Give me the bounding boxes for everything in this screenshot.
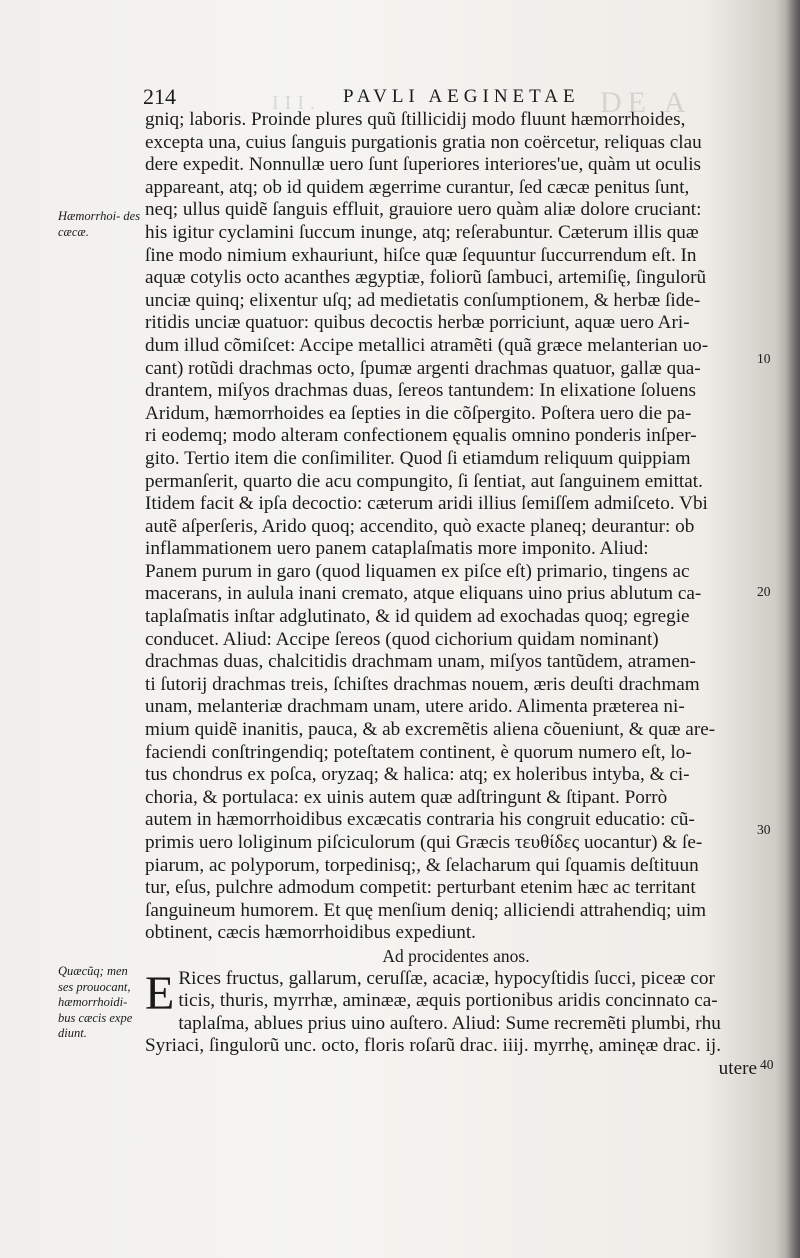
text-line: his igitur cyclamini ſuccum inunge, atq; reſerabuntur. Cæterum illis quæ: [145, 221, 699, 243]
text-line: permanſerit, quarto die acu compungito, ſi ſentiat, aut ſanguinem emittat.: [145, 470, 703, 492]
text-line: excepta una, cuius ſanguis purgationis gratia non coërcetur, reliquas clau: [145, 131, 702, 153]
bleed-through-text: III.: [272, 92, 321, 114]
text-line: dum illud cõmiſcet: Accipe metallici atramẽti (quã græce melanterian uo-: [145, 334, 709, 356]
section-heading: Ad procidentes anos.: [382, 945, 530, 966]
text-line: ſanguineum humorem. Et quę menſium deniq; alliciendi attrahendiq; uim: [145, 899, 707, 921]
text-line: choria, & portulaca: ex uinis autem quæ adſtringunt & ſtipant. Porrò: [145, 786, 668, 808]
line-number: 20: [757, 584, 771, 599]
text-line: drantem, miſyos drachmas duas, ſereos tantundem: In elixatione ſoluens: [145, 380, 696, 402]
page-gutter-shadow: [786, 0, 800, 1258]
drop-cap-initial: E: [145, 966, 175, 1020]
text-line: obtinent, cæcis hæmorrhoidibus expediunt.: [145, 922, 476, 944]
bleed-through-text: DE A: [600, 86, 692, 119]
text-line: unciæ quinq; elixentur uſq; ad medietatis conſumptionem, & herbæ ſide-: [145, 289, 701, 311]
catchword: utere: [718, 1057, 757, 1079]
text-line: ri eodemq; modo alteram confectionem ęqualis omnino ponderis inſper-: [145, 425, 697, 447]
text-line: ti ſutorij drachmas treis, ſchiſtes drachmas nouem, æris deuſti drachmam: [145, 673, 700, 695]
text-line: taplaſma, ablues prius uino auſtero. Aliud: Sume recremẽti plumbi, rhu: [178, 1012, 721, 1034]
text-line: cant) rotũdi drachmas octo, ſpumæ argenti drachmas quatuor, gallæ qua-: [145, 357, 701, 379]
text-line: ſine modo nimium exhauriunt, hiſce quæ ſequuntur ſuccurrendum eſt. In: [145, 244, 697, 266]
text-line: dere expedit. Nonnullæ uero ſunt ſuperiores interiores'ue, quàm ut oculis: [145, 154, 702, 176]
text-line: Panem purum in garo (quod liquamen ex piſce eſt) primario, tingens ac: [145, 560, 690, 582]
text-line: gito. Tertio item die conſimiliter. Quod ſi etiamdum reliquum quippiam: [145, 447, 691, 469]
running-title: PAVLI AEGINETAE: [343, 86, 580, 107]
line-number: 10: [757, 351, 771, 366]
text-line: piarum, ac polyporum, torpedinisq;, & ſelacharum qui ſquamis deſtituun: [145, 854, 699, 876]
text-line: neq; ullus quidẽ ſanguis effluit, grauiore uero quàm aliæ dolore cruciant:: [145, 199, 702, 221]
text-line: macerans, in aulula inani cremato, atque eliquans uino prius ablutum ca-: [145, 583, 702, 605]
text-line: autẽ aſperſeris, Arido quoq; accendito, quò exacte planeq; deurantur: ob: [145, 515, 695, 537]
line-number: 40: [760, 1057, 774, 1072]
text-line: conducet. Aliud: Accipe ſereos (quod cichorium quidam nominant): [145, 628, 659, 650]
text-line: tus chondrus ex poſca, oryzaq; & halica: atq; ex holeribus intyba, & ci-: [145, 764, 690, 786]
text-line: appareant, atq; ob id quidem ægerrime curantur, ſed cæcæ penitus ſunt,: [145, 176, 690, 198]
text-line: faciendi conſtringendiq; poteſtatem continent, è quorum numero eſt, lo-: [145, 741, 692, 763]
text-line: drachmas duas, chalcitidis drachmam unam, miſyos tantũdem, atramen-: [145, 651, 696, 673]
page-number: 214: [143, 84, 176, 109]
text-line: Aridum, hæmorrhoides ea ſepties in die cõſpergito. Poſtera uero die pa-: [145, 402, 692, 424]
text-line: unam, melanteriæ drachmam unam, utere arido. Alimenta præterea ni-: [145, 696, 685, 718]
text-line: primis uero loliginum piſciculorum (qui Græcis τευθίδες uocantur) & ſe-: [145, 832, 703, 853]
line-number: 30: [757, 822, 771, 837]
margin-note: Quæcũq; men ses prouocant, hæmorrhoidi- bus cæcis expe diunt.: [58, 964, 133, 1040]
main-text-block: [145, 109, 757, 1081]
text-line: aquæ cotylis octo acanthes ægyptiæ, foliorũ ſambuci, artemiſię, ſingulorũ: [145, 267, 707, 289]
text-line: taplaſmatis inſtar adglutinato, & id quidem ad exochadas quoq; egregie: [145, 606, 690, 628]
text-line: inflammationem uero panem cataplaſmatis more imponito. Aliud:: [145, 538, 649, 560]
margin-note: Hæmorrhoi- des cæcæ.: [58, 209, 141, 239]
text-line: mium quidẽ inanitis, pauca, & ab excremẽtis aliena cõueniunt, & quæ are-: [145, 719, 716, 741]
text-line: ticis, thuris, myrrhæ, aminææ, æquis portionibus aridis concinnato ca-: [178, 990, 718, 1012]
text-line: tur, eſus, pulchre admodum competit: perturbant etenim hæc ac territant: [145, 877, 696, 899]
text-line: gniq; laboris. Proinde plures quũ ſtillicidij modo fluunt hæmorrhoides,: [145, 109, 686, 130]
text-line: Syriaci, ſingulorũ unc. octo, floris roſarũ drac. iiij. myrrhę, aminęæ drac. ij.: [145, 1035, 721, 1057]
text-line: Itidem facit & ipſa decoctio: cæterum aridi illius ſemiſſem admiſceto. Vbi: [145, 493, 708, 515]
text-line: autem in hæmorrhoidibus excæcatis contraria his congruit educatio: cũ-: [145, 809, 695, 831]
text-line: Rices fructus, gallarum, ceruſſæ, acaciæ, hypocyſtidis ſucci, piceæ cor: [178, 967, 715, 989]
text-line: ritidis unciæ quatuor: quibus decoctis herbæ porriciunt, aquæ uero Ari-: [145, 312, 690, 334]
section-paragraph: [145, 968, 757, 1081]
